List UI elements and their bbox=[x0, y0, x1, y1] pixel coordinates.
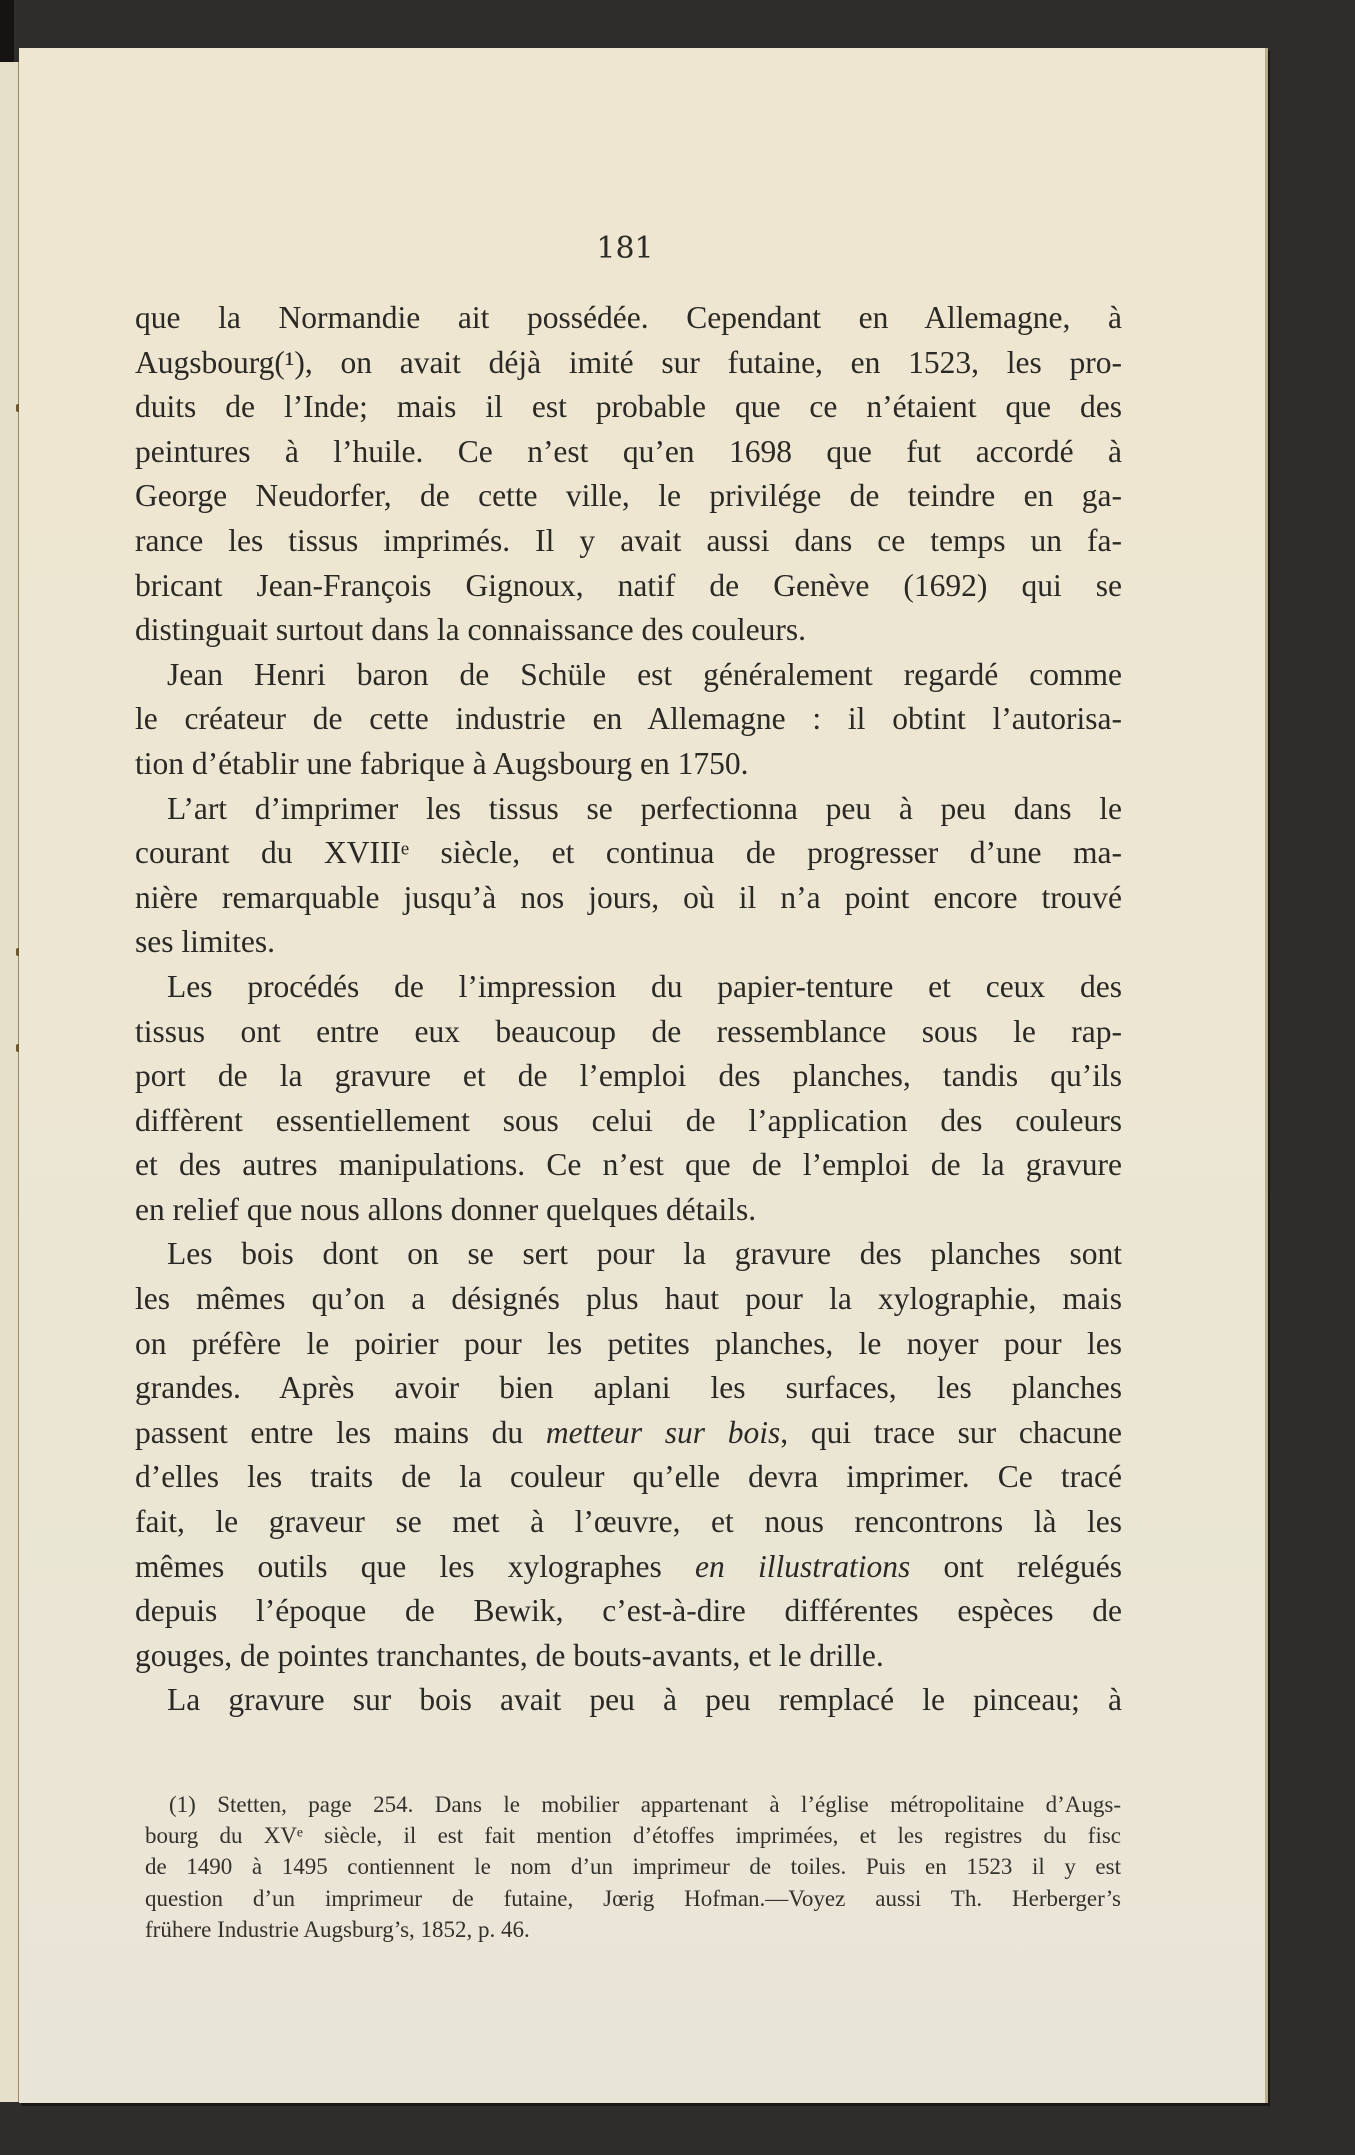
footnotes bbox=[145, 1789, 1121, 1945]
footnote-line: bourg du XVᵉ siècle, il est fait mention d’étoffes imprimées, et les registres du fisc bbox=[145, 1823, 1121, 1849]
text-line: passent entre les mains du metteur sur bois, qui trace sur chacune bbox=[135, 1414, 1123, 1450]
text-line: diffèrent essentiellement sous celui de l’application des couleurs bbox=[135, 1102, 1122, 1138]
text-line: mêmes outils que les xylographes en illustrations ont relégués bbox=[135, 1548, 1122, 1584]
text-line: fait, le graveur se met à l’œuvre, et nous rencontrons là les bbox=[135, 1504, 1122, 1540]
book-page bbox=[19, 48, 1268, 2103]
text-line: Augsbourg(¹), on avait déjà imité sur futaine, en 1523, les pro- bbox=[135, 344, 1122, 380]
text-line: que la Normandie ait possédée. Cependant en Allemagne, à bbox=[135, 300, 1122, 335]
text-line: les mêmes qu’on a désignés plus haut pour la xylographie, mais bbox=[135, 1281, 1122, 1317]
text-line: George Neudorfer, de cette ville, le privilége de teindre en ga- bbox=[135, 478, 1122, 514]
text-line: et des autres manipulations. Ce n’est que de l’emploi de la gravure bbox=[135, 1147, 1122, 1183]
italic-phrase: en illustrations bbox=[694, 1548, 911, 1584]
text-line: en relief que nous allons donner quelques détails. bbox=[135, 1191, 757, 1227]
text-line: La gravure sur bois avait peu à peu remplacé le pinceau; à bbox=[167, 1682, 1122, 1718]
text-line: nière remarquable jusqu’à nos jours, où il n’a point encore trouvé bbox=[135, 879, 1122, 915]
text-line: tissus ont entre eux beaucoup de ressemblance sous le rap- bbox=[135, 1013, 1122, 1049]
footnote-line: de 1490 à 1495 contiennent le nom d’un imprimeur de toiles. Puis en 1523 il y est bbox=[145, 1854, 1121, 1880]
facing-page-edge bbox=[0, 62, 20, 2102]
page-number: 181 bbox=[596, 231, 654, 266]
text-line: le créateur de cette industrie en Allemagne : il obtint l’autorisa- bbox=[135, 701, 1122, 737]
text-line: duits de l’Inde; mais il est probable que ce n’étaient que des bbox=[135, 389, 1122, 425]
text-line: Les procédés de l’impression du papier-tenture et ceux des bbox=[167, 968, 1122, 1004]
text-line: bricant Jean-François Gignoux, natif de Genève (1692) qui se bbox=[135, 567, 1122, 603]
text-line: on préfère le poirier pour les petites planches, le noyer pour les bbox=[135, 1325, 1122, 1361]
italic-phrase: metteur sur bois bbox=[545, 1414, 781, 1450]
text-line: courant du XVIIIᵉ siècle, et continua de progresser d’une ma- bbox=[135, 835, 1122, 871]
text-line: Jean Henri baron de Schüle est généralement regardé comme bbox=[167, 656, 1122, 692]
body-text bbox=[135, 296, 1122, 1723]
text-line: distinguait surtout dans la connaissance des couleurs. bbox=[135, 612, 806, 648]
text-line: rance les tissus imprimés. Il y avait aussi dans ce temps un fa- bbox=[135, 522, 1122, 558]
text-line: depuis l’époque de Bewik, c’est-à-dire différentes espèces de bbox=[135, 1593, 1122, 1629]
text-line: tion d’établir une fabrique à Augsbourg en 1750. bbox=[135, 745, 749, 781]
text-line: grandes. Après avoir bien aplani les surfaces, les planches bbox=[135, 1370, 1122, 1406]
text-line: peintures à l’huile. Ce n’est qu’en 1698 que fut accordé à bbox=[135, 433, 1122, 469]
text-line: L’art d’imprimer les tissus se perfectionna peu à peu dans le bbox=[167, 790, 1122, 826]
text-line: port de la gravure et de l’emploi des planches, tandis qu’ils bbox=[135, 1058, 1122, 1094]
text-line: Les bois dont on se sert pour la gravure des planches sont bbox=[167, 1236, 1122, 1272]
text-line: ses limites. bbox=[135, 924, 275, 960]
book-spine-shadow bbox=[0, 0, 14, 62]
footnote-line: question d’un imprimeur de futaine, Jœrig Hofman.—Voyez aussi Th. Herberger’s bbox=[145, 1885, 1121, 1911]
footnote-line: frühere Industrie Augsburg’s, 1852, p. 46. bbox=[145, 1916, 530, 1942]
footnote-line: (1) Stetten, page 254. Dans le mobilier appartenant à l’église métropolitaine d’Augs- bbox=[169, 1792, 1121, 1817]
text-line: d’elles les traits de la couleur qu’elle devra imprimer. Ce tracé bbox=[135, 1459, 1122, 1495]
text-line: gouges, de pointes tranchantes, de bouts-avants, et le drille. bbox=[135, 1637, 884, 1673]
